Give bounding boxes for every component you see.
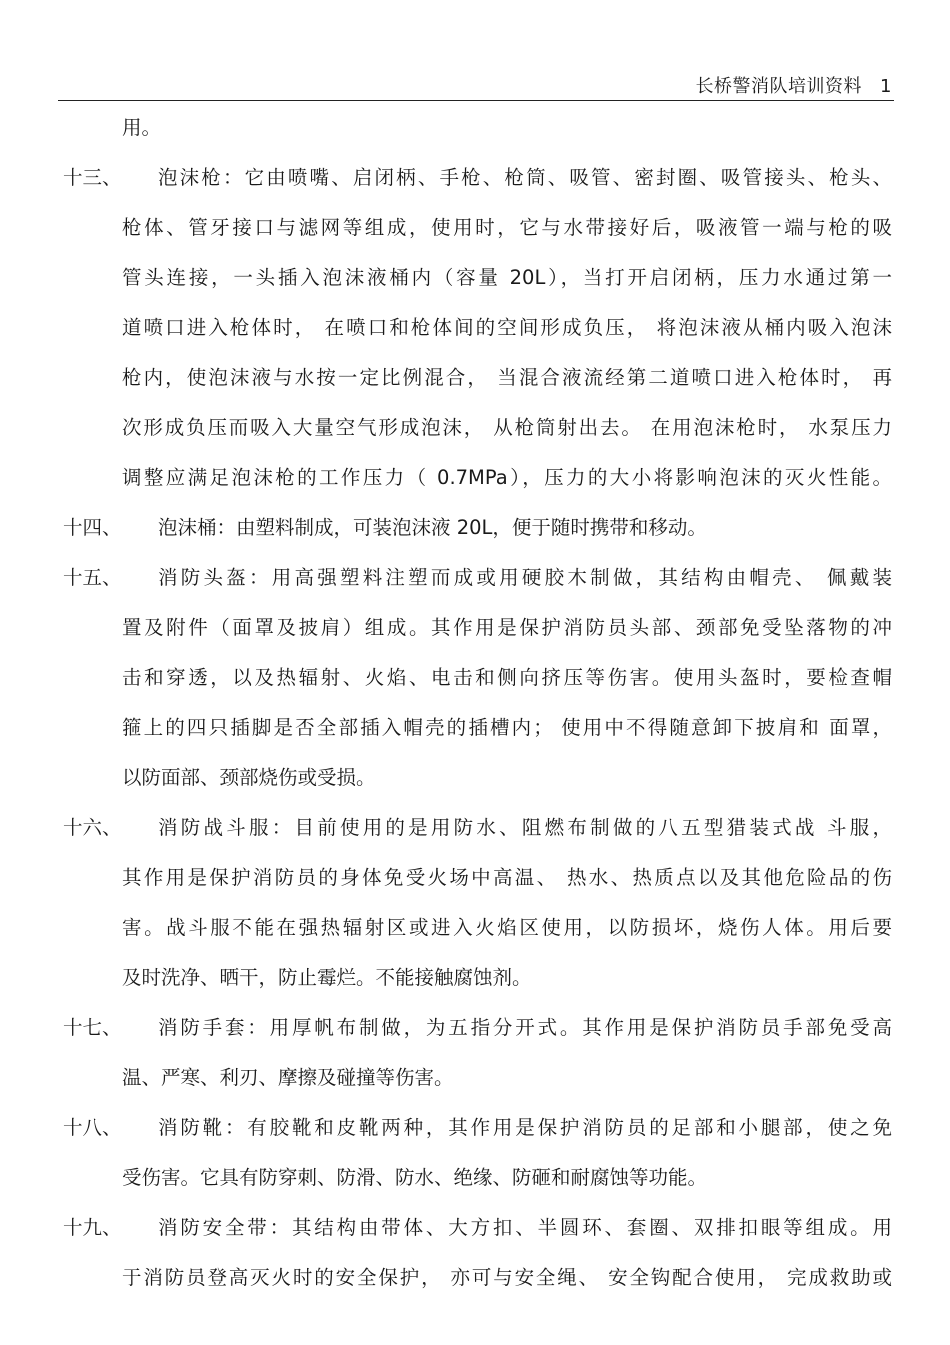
- text-line: [0, 658, 950, 708]
- item-number: 十七、: [63, 1016, 122, 1039]
- item-number: 十五、: [63, 566, 122, 589]
- text-line: [0, 458, 950, 508]
- line-text: 调整应满足泡沫枪的工作压力（ 0.7MPa），压力的大小将影响泡沫的灭火性能。: [122, 466, 892, 489]
- line-text: 置及附件（面罩及披肩）组成。其作用是保护消防员头部、颈部免受坠落物的冲: [122, 616, 892, 639]
- text-line: [0, 708, 950, 758]
- text-line: [0, 1158, 950, 1208]
- text-line: [0, 758, 950, 808]
- line-text: 枪内，使泡沫液与水按一定比例混合， 当混合液流经第二道喷口进入枪体时， 再: [122, 366, 892, 389]
- line-text: 管头连接，一头插入泡沫液桶内（容量 20L），当打开启闭柄，压力水通过第一: [122, 266, 892, 289]
- text-line: [0, 158, 950, 208]
- item-number: 十八、: [63, 1116, 122, 1139]
- line-text: 以防面部、颈部烧伤或受损。: [122, 766, 376, 789]
- line-text: 受伤害。它具有防穿刺、防滑、防水、绝缘、防砸和耐腐蚀等功能。: [122, 1166, 708, 1189]
- text-line: [0, 1008, 950, 1058]
- document-body: [0, 108, 950, 1308]
- line-text: 消防安全带：其结构由带体、大方扣、半圆环、套圈、双排扣眼等组成。用: [158, 1216, 892, 1239]
- text-line: [0, 858, 950, 908]
- line-text: 消防头盔：用高强塑料注塑而成或用硬胶木制做，其结构由帽壳、 佩戴装: [158, 566, 892, 589]
- text-line: [0, 508, 950, 558]
- text-line: [0, 308, 950, 358]
- line-text: 消防手套：用厚帆布制做，为五指分开式。其作用是保护消防员手部免受高: [158, 1016, 892, 1039]
- line-text: 于消防员登高灭火时的安全保护， 亦可与安全绳、 安全钩配合使用， 完成救助或: [122, 1266, 892, 1289]
- item-number: 十三、: [63, 166, 122, 189]
- text-line: [0, 958, 950, 1008]
- text-line: [0, 908, 950, 958]
- text-line: [0, 208, 950, 258]
- text-line: [0, 1258, 950, 1308]
- line-text: 其作用是保护消防员的身体免受火场中高温、 热水、热质点以及其他危险品的伤: [122, 866, 892, 889]
- text-line: [0, 558, 950, 608]
- text-line: [0, 108, 950, 158]
- text-line: [0, 1108, 950, 1158]
- page-number: 1: [880, 76, 892, 97]
- header-title: 长桥警消队培训资料: [695, 76, 863, 97]
- text-line: [0, 608, 950, 658]
- header-rule: [58, 100, 894, 101]
- line-text: 泡沫枪：它由喷嘴、启闭柄、手枪、枪筒、吸管、密封圈、吸管接头、枪头、: [158, 166, 892, 189]
- page-header: [696, 72, 892, 98]
- line-text: 次形成负压而吸入大量空气形成泡沫， 从枪筒射出去。 在用泡沫枪时， 水泵压力: [122, 416, 892, 439]
- text-line: [0, 808, 950, 858]
- line-text: 道喷口进入枪体时， 在喷口和枪体间的空间形成负压， 将泡沫液从桶内吸入泡沫: [122, 316, 892, 339]
- line-text: 消防战斗服：目前使用的是用防水、阻燃布制做的八五型猎装式战 斗服，: [158, 816, 892, 839]
- item-number: 十四、: [63, 516, 122, 539]
- text-line: [0, 258, 950, 308]
- line-text: 用。: [122, 116, 162, 139]
- line-text: 击和穿透，以及热辐射、火焰、电击和侧向挤压等伤害。使用头盔时，要检查帽: [122, 666, 892, 689]
- text-line: [0, 408, 950, 458]
- line-text: 消防靴：有胶靴和皮靴两种，其作用是保护消防员的足部和小腿部，使之免: [158, 1116, 892, 1139]
- text-line: [0, 1058, 950, 1108]
- line-text: 及时洗净、晒干，防止霉烂。不能接触腐蚀剂。: [122, 966, 532, 989]
- item-number: 十六、: [63, 816, 122, 839]
- text-line: [0, 1208, 950, 1258]
- text-line: [0, 358, 950, 408]
- line-text: 温、严寒、利刃、摩擦及碰撞等伤害。: [122, 1066, 454, 1089]
- line-text: 泡沫桶：由塑料制成，可装泡沫液 20L，便于随时携带和移动。: [158, 516, 707, 539]
- line-text: 枪体、管牙接口与滤网等组成，使用时，它与水带接好后，吸液管一端与枪的吸: [122, 216, 892, 239]
- line-text: 箍上的四只插脚是否全部插入帽壳的插槽内； 使用中不得随意卸下披肩和 面罩，: [122, 716, 892, 739]
- line-text: 害。战斗服不能在强热辐射区或进入火焰区使用，以防损坏，烧伤人体。用后要: [122, 916, 892, 939]
- item-number: 十九、: [63, 1216, 122, 1239]
